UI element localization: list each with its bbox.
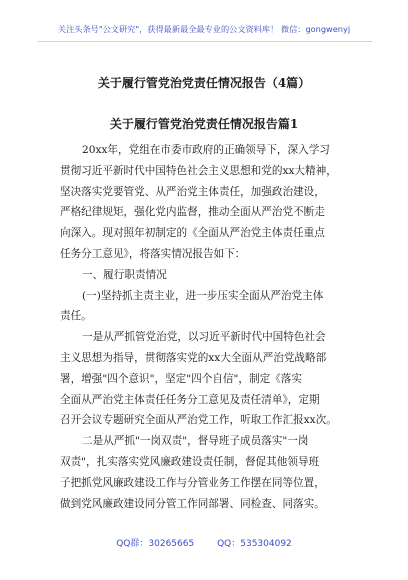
body-line: 子把抓党风廉政建设工作与分管业务工作摆在同等位置， bbox=[60, 476, 325, 489]
header-divider bbox=[38, 41, 372, 42]
body-line: 全面从严治党主体责任任务分工意见及责任清单》，定期 bbox=[60, 393, 320, 406]
body-line: 责任。 bbox=[60, 310, 92, 323]
body-line: 主义思想为指导，贯彻落实党的xx大全面从严治党战略部 bbox=[60, 351, 327, 364]
body-line: 向深入。现对照年初制定的《全面从严治党主体责任重点 bbox=[60, 227, 325, 240]
footer-contact bbox=[0, 536, 408, 549]
body-line: 任务分工意见》，将落实情况报告如下： bbox=[60, 247, 246, 260]
document-body bbox=[60, 140, 364, 514]
body-line: 20xx年，党组在市委市政府的正确领导下，深入学习 bbox=[82, 144, 330, 156]
section-title: 关于履行管党治党责任情况报告篇1 bbox=[109, 117, 299, 131]
header-banner: 关注头条号"公文研究"，获得最新最全最专业的公文资料库！ 微信：gongwenyj bbox=[57, 24, 351, 34]
document-title: 关于履行管党治党责任情况报告（4篇） bbox=[97, 76, 311, 90]
body-line: 召开会议专题研究全面从严治党工作，听取工作汇报xx次。 bbox=[60, 414, 337, 427]
body-line: 署，增强"四个意识"，坚定"四个自信"，制定《落实 bbox=[60, 372, 302, 385]
footer-qq-group: QQ群：30265665 bbox=[116, 539, 195, 549]
body-line: 一是从严抓管党治党，以习近平新时代中国特色社会 bbox=[82, 331, 326, 344]
footer-qq: QQ：535304092 bbox=[217, 539, 292, 549]
body-line: 坚决落实党要管党、从严治党主体责任，加强政治建设， bbox=[60, 185, 325, 198]
body-line: 二是从严抓"一岗双责"，督导班子成员落实"一岗 bbox=[82, 435, 309, 448]
body-line: 做到党风廉政建设同分管工作同部署、同检查、同落实。 bbox=[60, 497, 325, 510]
body-line: (一)坚持抓主责主业，进一步压实全面从严治党主体 bbox=[82, 289, 324, 302]
body-line: 严格纪律规矩，强化党内监督，推动全面从严治党不断走 bbox=[60, 206, 325, 219]
body-line: 贯彻习近平新时代中国特色社会主义思想和党的xx大精神， bbox=[60, 164, 337, 177]
body-line: 双责"，扎实落实党风廉政建设责任制，督促其他领导班 bbox=[60, 455, 320, 468]
section-heading: 一、履行职责情况 bbox=[82, 268, 167, 281]
